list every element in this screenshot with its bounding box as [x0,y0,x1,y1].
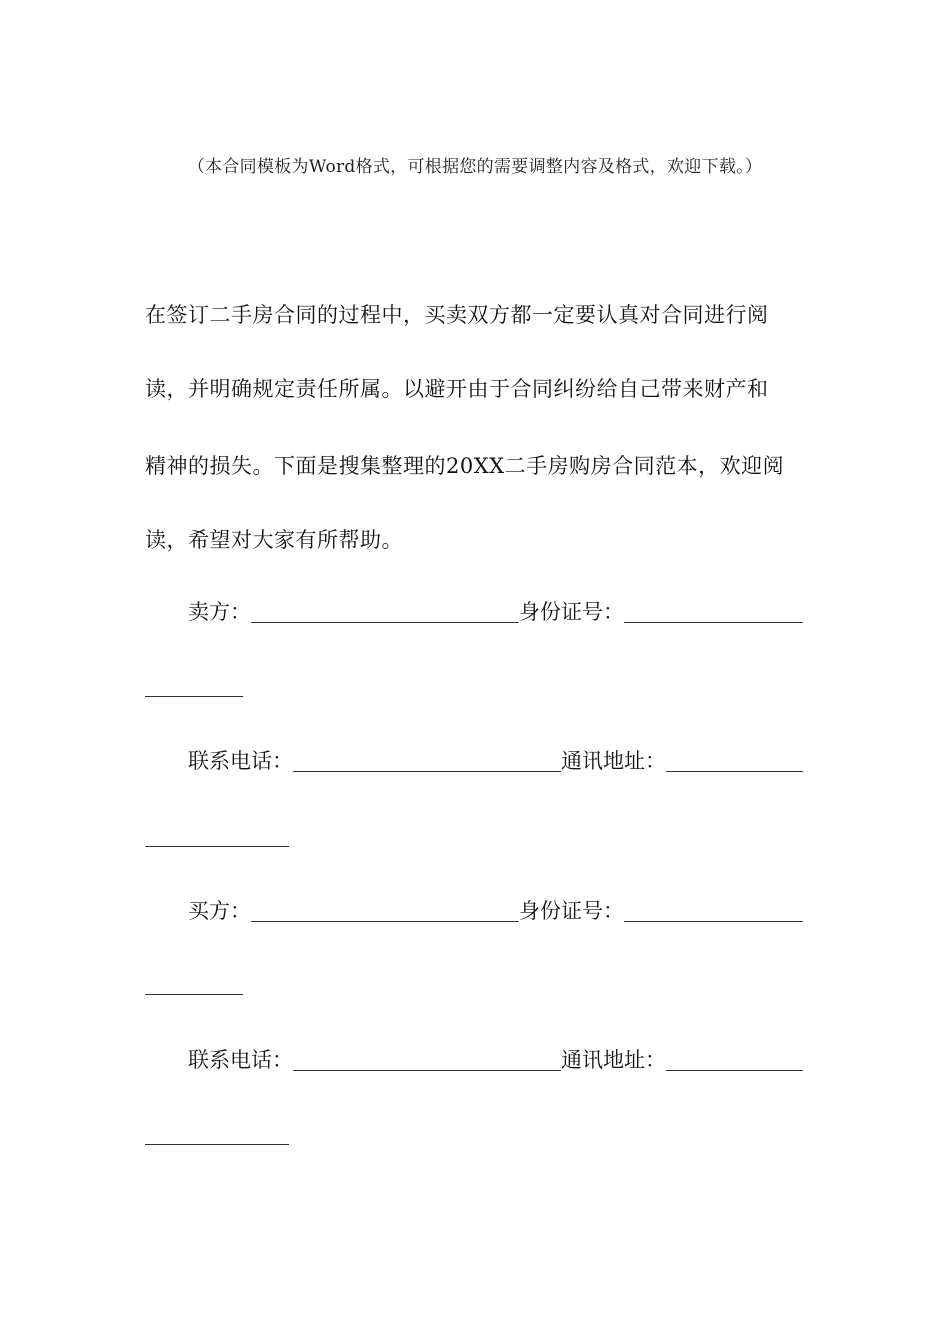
seller-phone-field[interactable] [293,749,561,772]
buyer-phone-field[interactable] [293,1048,561,1071]
seller-id-field-continued[interactable] [145,696,243,697]
buyer-name-row [188,896,803,926]
seller-phone-label: 联系电话： [188,749,293,773]
buyer-address-field[interactable] [666,1048,803,1071]
intro-line-4: 读，希望对大家有所帮助。 [145,528,403,552]
seller-name-field[interactable] [251,600,519,623]
buyer-id-label: 身份证号： [519,899,624,923]
seller-id-field[interactable] [624,600,803,623]
seller-name-row [188,597,803,627]
intro-line-2: 读，并明确规定责任所属。以避开由于合同纠纷给自己带来财产和 [145,377,769,401]
buyer-phone-label: 联系电话： [188,1048,293,1072]
seller-phone-row [188,746,803,776]
buyer-address-label: 通讯地址： [561,1048,666,1072]
seller-address-field[interactable] [666,749,803,772]
buyer-address-field-continued[interactable] [145,1144,289,1145]
seller-id-label: 身份证号： [519,600,624,624]
template-note: （本合同模板为Word格式，可根据您的需要调整内容及格式，欢迎下载。） [187,157,763,177]
buyer-id-field[interactable] [624,899,803,922]
buyer-id-field-continued[interactable] [145,994,243,995]
seller-name-label: 卖方： [188,600,251,624]
buyer-name-label: 买方： [188,899,251,923]
intro-line-3: 精神的损失。下面是搜集整理的20XX二手房购房合同范本，欢迎阅 [145,454,785,478]
buyer-name-field[interactable] [251,899,519,922]
intro-line-1: 在签订二手房合同的过程中，买卖双方都一定要认真对合同进行阅 [145,303,769,327]
buyer-phone-row [188,1045,803,1075]
seller-address-label: 通讯地址： [561,749,666,773]
seller-address-field-continued[interactable] [145,846,289,847]
